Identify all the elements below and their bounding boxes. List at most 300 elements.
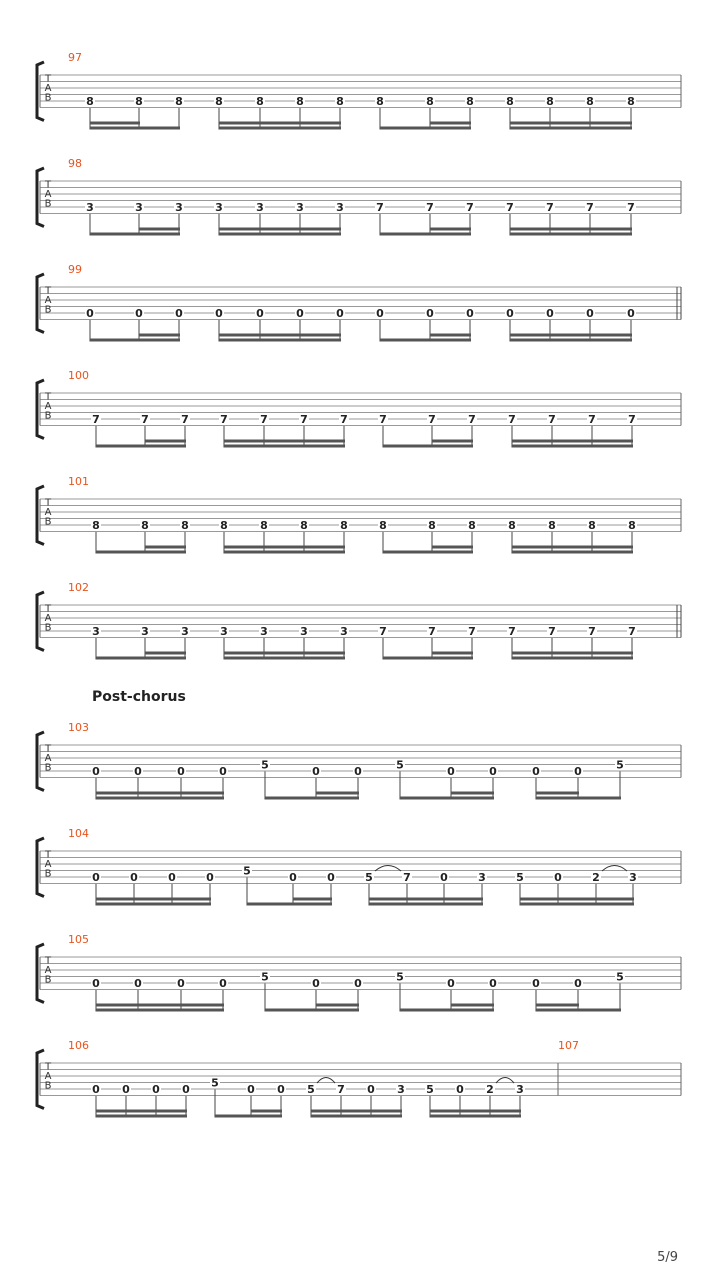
beam [592, 652, 633, 655]
fret-number: 7 [628, 413, 636, 426]
beam [407, 903, 445, 906]
fret-number: 0 [92, 871, 100, 884]
fret-number: 0 [554, 871, 562, 884]
fret-number: 0 [489, 977, 497, 990]
beam [432, 440, 473, 443]
fret-number: 8 [506, 95, 514, 108]
beam [451, 1004, 494, 1007]
beam [260, 233, 301, 236]
beam [316, 1009, 359, 1012]
tab-clef-letter: T [44, 849, 52, 861]
beam [251, 1115, 282, 1118]
beam [451, 1009, 494, 1012]
fret-number: 8 [296, 95, 304, 108]
beam [304, 440, 345, 443]
measure-number: 99 [68, 263, 82, 276]
beam [590, 122, 632, 125]
beam [383, 551, 433, 554]
tab-system [37, 581, 681, 660]
beam [265, 797, 317, 800]
beam [590, 339, 632, 342]
beam [304, 546, 345, 549]
fret-number: 8 [215, 95, 223, 108]
fret-number: 7 [300, 413, 308, 426]
fret-number: 8 [340, 519, 348, 532]
beam [224, 440, 265, 443]
fret-number: 3 [135, 201, 143, 214]
tab-system [37, 51, 681, 130]
tab-system [37, 157, 681, 236]
fret-number: 0 [367, 1083, 375, 1096]
fret-number: 7 [379, 625, 387, 638]
measure-number: 102 [68, 581, 89, 594]
beam [430, 1110, 461, 1113]
fret-number: 7 [428, 625, 436, 638]
beam [510, 334, 551, 337]
tab-clef-letter: A [44, 753, 52, 764]
fret-number: 7 [548, 413, 556, 426]
beam [552, 445, 593, 448]
fret-number: 8 [376, 95, 384, 108]
beam [304, 445, 345, 448]
beam [536, 797, 579, 800]
beam [430, 122, 471, 125]
fret-number: 0 [312, 765, 320, 778]
beam [247, 903, 294, 906]
beam [90, 233, 140, 236]
beam [90, 339, 140, 342]
fret-number: 8 [508, 519, 516, 532]
beam [592, 546, 633, 549]
beam [304, 657, 345, 660]
fret-number: 8 [466, 95, 474, 108]
beam [596, 898, 634, 901]
beam [139, 228, 180, 231]
fret-number: 0 [574, 765, 582, 778]
fret-number: 0 [134, 977, 142, 990]
fret-number: 3 [397, 1083, 405, 1096]
beam [181, 1009, 224, 1012]
fret-number: 7 [337, 1083, 345, 1096]
fret-number: 0 [447, 977, 455, 990]
beam [219, 334, 261, 337]
beam [430, 334, 471, 337]
beam [96, 797, 139, 800]
fret-number: 5 [261, 758, 269, 772]
beam [145, 445, 186, 448]
fret-number: 3 [215, 201, 223, 214]
fret-number: 3 [86, 201, 94, 214]
beam [341, 1115, 372, 1118]
beam [172, 903, 211, 906]
fret-number: 0 [168, 871, 176, 884]
fret-number: 7 [508, 413, 516, 426]
fret-number: 0 [219, 977, 227, 990]
fret-number: 8 [220, 519, 228, 532]
beam [558, 898, 597, 901]
beam [512, 440, 553, 443]
beam [300, 122, 341, 125]
fret-number: 5 [365, 871, 373, 884]
fret-number: 8 [175, 95, 183, 108]
beam [224, 445, 265, 448]
beam [451, 792, 494, 795]
beam [264, 445, 305, 448]
fret-number: 3 [141, 625, 149, 638]
fret-number: 8 [426, 95, 434, 108]
fret-number: 0 [312, 977, 320, 990]
beam [260, 122, 301, 125]
beam [96, 792, 139, 795]
fret-number: 0 [277, 1083, 285, 1096]
fret-number: 5 [243, 864, 251, 878]
beam [300, 228, 341, 231]
beam [304, 652, 345, 655]
fret-number: 8 [92, 519, 100, 532]
beam [156, 1110, 187, 1113]
beam [380, 339, 431, 342]
fret-number: 3 [256, 201, 264, 214]
beam [224, 652, 265, 655]
beam [590, 228, 632, 231]
beam [558, 903, 597, 906]
fret-number: 0 [296, 307, 304, 320]
beam [552, 652, 593, 655]
beam [510, 233, 551, 236]
beam [590, 334, 632, 337]
beam [371, 1115, 402, 1118]
fret-number: 8 [135, 95, 143, 108]
fret-number: 0 [215, 307, 223, 320]
beam [264, 440, 305, 443]
measure-number: 101 [68, 475, 89, 488]
fret-number: 0 [574, 977, 582, 990]
beam [138, 1009, 182, 1012]
beam [590, 233, 632, 236]
fret-number: 3 [296, 201, 304, 214]
beam [316, 797, 359, 800]
fret-number: 0 [86, 307, 94, 320]
beam [251, 1110, 282, 1113]
beam [300, 339, 341, 342]
beam [264, 657, 305, 660]
fret-number: 0 [182, 1083, 190, 1096]
beam [316, 1004, 359, 1007]
fret-number: 3 [336, 201, 344, 214]
beam [260, 228, 301, 231]
beam [512, 546, 553, 549]
fret-number: 0 [206, 871, 214, 884]
beam [400, 1009, 452, 1012]
beam [90, 122, 140, 125]
tab-clef-letter: T [44, 1061, 52, 1073]
fret-number: 0 [327, 871, 335, 884]
fret-number: 0 [152, 1083, 160, 1096]
beam [578, 797, 621, 800]
fret-number: 8 [300, 519, 308, 532]
beam [300, 233, 341, 236]
beam [383, 657, 433, 660]
beam [134, 898, 173, 901]
beam [139, 127, 180, 130]
beam [96, 898, 135, 901]
fret-number: 5 [396, 970, 404, 984]
fret-number: 3 [220, 625, 228, 638]
beam [512, 551, 553, 554]
tab-clef-letter: B [44, 622, 52, 634]
beam [550, 233, 591, 236]
beam [371, 1110, 402, 1113]
beam [304, 551, 345, 554]
beam [264, 652, 305, 655]
fret-number: 7 [260, 413, 268, 426]
beam [300, 127, 341, 130]
tab-clef-letter: A [44, 1071, 52, 1082]
beam [592, 440, 633, 443]
fret-number: 8 [588, 519, 596, 532]
beam [536, 1004, 579, 1007]
fret-number: 0 [177, 977, 185, 990]
beam [552, 551, 593, 554]
tab-clef-letter: B [44, 868, 52, 880]
fret-number: 0 [122, 1083, 130, 1096]
tab-clef-letter: A [44, 859, 52, 870]
fret-number: 3 [181, 625, 189, 638]
fret-number: 0 [92, 977, 100, 990]
measure-number: 100 [68, 369, 89, 382]
beam [90, 127, 140, 130]
measure-number: 103 [68, 721, 89, 734]
tab-system [37, 475, 681, 554]
beam [172, 898, 211, 901]
fret-number: 8 [336, 95, 344, 108]
fret-number: 0 [466, 307, 474, 320]
beam [550, 334, 591, 337]
beam [432, 445, 473, 448]
beam [265, 1009, 317, 1012]
fret-number: 7 [376, 201, 384, 214]
beam [219, 339, 261, 342]
fret-number: 0 [440, 871, 448, 884]
fret-number: 8 [546, 95, 554, 108]
fret-number: 8 [586, 95, 594, 108]
beam [264, 546, 305, 549]
fret-number: 0 [177, 765, 185, 778]
measure-number: 105 [68, 933, 89, 946]
fret-number: 5 [211, 1076, 219, 1090]
beam [311, 1115, 342, 1118]
fret-number: 0 [135, 307, 143, 320]
beam [96, 1115, 127, 1118]
fret-number: 0 [289, 871, 297, 884]
tab-clef-letter: A [44, 295, 52, 306]
beam [432, 546, 473, 549]
fret-number: 7 [508, 625, 516, 638]
beam [592, 657, 633, 660]
fret-number: 5 [261, 970, 269, 984]
beam [96, 1009, 139, 1012]
beam [430, 233, 471, 236]
beam [219, 233, 261, 236]
fret-number: 7 [340, 413, 348, 426]
beam [139, 233, 180, 236]
beam [138, 1004, 182, 1007]
beam [134, 903, 173, 906]
beam [552, 440, 593, 443]
fret-number: 0 [489, 765, 497, 778]
tab-clef-letter: B [44, 1080, 52, 1092]
beam [219, 127, 261, 130]
beam [430, 127, 471, 130]
fret-number: 7 [586, 201, 594, 214]
fret-number: 8 [468, 519, 476, 532]
beam [592, 445, 633, 448]
fret-number: 5 [616, 970, 624, 984]
fret-number: 3 [629, 871, 637, 884]
fret-number: 5 [396, 758, 404, 772]
beam [369, 903, 408, 906]
measure-number: 106 [68, 1039, 89, 1052]
beam [96, 551, 146, 554]
tab-clef-letter: B [44, 92, 52, 104]
fret-number: 7 [92, 413, 100, 426]
tab-system [37, 263, 681, 342]
beam [264, 551, 305, 554]
beam [512, 652, 553, 655]
fret-number: 8 [428, 519, 436, 532]
fret-number: 7 [588, 413, 596, 426]
tab-clef-letter: B [44, 304, 52, 316]
tab-system [37, 1039, 681, 1118]
fret-number: 7 [588, 625, 596, 638]
beam [432, 657, 473, 660]
beam [550, 122, 591, 125]
fret-number: 3 [92, 625, 100, 638]
tab-clef-letter: B [44, 198, 52, 210]
beam [139, 334, 180, 337]
section-label-post-chorus: Post-chorus [92, 689, 186, 705]
fret-number: 0 [546, 307, 554, 320]
beam [145, 546, 186, 549]
beam [260, 334, 301, 337]
fret-number: 7 [546, 201, 554, 214]
beam [510, 339, 551, 342]
beam [552, 546, 593, 549]
beam [96, 903, 135, 906]
fret-number: 8 [548, 519, 556, 532]
fret-number: 0 [426, 307, 434, 320]
beam [490, 1110, 521, 1113]
beam [145, 652, 186, 655]
beam [224, 551, 265, 554]
fret-number: 5 [616, 758, 624, 772]
beam [432, 551, 473, 554]
fret-number: 3 [340, 625, 348, 638]
beam [430, 1115, 461, 1118]
fret-number: 8 [628, 519, 636, 532]
fret-number: 3 [478, 871, 486, 884]
beam [430, 339, 471, 342]
fret-number: 0 [130, 871, 138, 884]
fret-number: 0 [447, 765, 455, 778]
beam [512, 445, 553, 448]
fret-number: 7 [379, 413, 387, 426]
fret-number: 2 [592, 871, 600, 884]
fret-number: 7 [141, 413, 149, 426]
beam [380, 127, 431, 130]
fret-number: 8 [86, 95, 94, 108]
tab-clef-letter: T [44, 603, 52, 615]
measure-number: 104 [68, 827, 89, 840]
measure-number: 98 [68, 157, 82, 170]
fret-number: 0 [354, 977, 362, 990]
fret-number: 7 [220, 413, 228, 426]
tab-system [37, 369, 681, 448]
fret-number: 7 [426, 201, 434, 214]
tab-clef-letter: T [44, 285, 52, 297]
beam [96, 657, 146, 660]
tab-clef-letter: T [44, 743, 52, 755]
fret-number: 7 [468, 413, 476, 426]
beam [520, 898, 559, 901]
tab-clef-letter: T [44, 73, 52, 85]
tab-clef-letter: T [44, 497, 52, 509]
beam [590, 127, 632, 130]
tab-system [37, 827, 681, 906]
fret-number: 0 [336, 307, 344, 320]
beam [293, 898, 332, 901]
tab-clef-letter: A [44, 613, 52, 624]
fret-number: 0 [506, 307, 514, 320]
tab-clef-letter: T [44, 179, 52, 191]
fret-number: 7 [628, 625, 636, 638]
beam [451, 797, 494, 800]
tab-clef-letter: B [44, 762, 52, 774]
beam [145, 440, 186, 443]
fret-number: 3 [175, 201, 183, 214]
beam [460, 1115, 491, 1118]
fret-number: 0 [92, 1083, 100, 1096]
fret-number: 0 [247, 1083, 255, 1096]
fret-number: 3 [300, 625, 308, 638]
beam [510, 127, 551, 130]
beam [138, 797, 182, 800]
tab-clef-letter: A [44, 965, 52, 976]
beam [224, 546, 265, 549]
fret-number: 8 [379, 519, 387, 532]
beam [444, 898, 483, 901]
tab-clef-letter: A [44, 189, 52, 200]
beam [596, 903, 634, 906]
fret-number: 8 [256, 95, 264, 108]
beam [215, 1115, 252, 1118]
tab-clef-letter: B [44, 974, 52, 986]
fret-number: 0 [456, 1083, 464, 1096]
beam [181, 1004, 224, 1007]
beam [341, 1110, 372, 1113]
measure-number: 107 [558, 1039, 579, 1052]
beam [460, 1110, 491, 1113]
fret-number: 3 [260, 625, 268, 638]
beam [380, 233, 431, 236]
beam [550, 228, 591, 231]
measure-number: 97 [68, 51, 82, 64]
fret-number: 8 [260, 519, 268, 532]
tab-clef-letter: B [44, 410, 52, 422]
fret-number: 0 [532, 765, 540, 778]
beam [520, 903, 559, 906]
beam [578, 1009, 621, 1012]
